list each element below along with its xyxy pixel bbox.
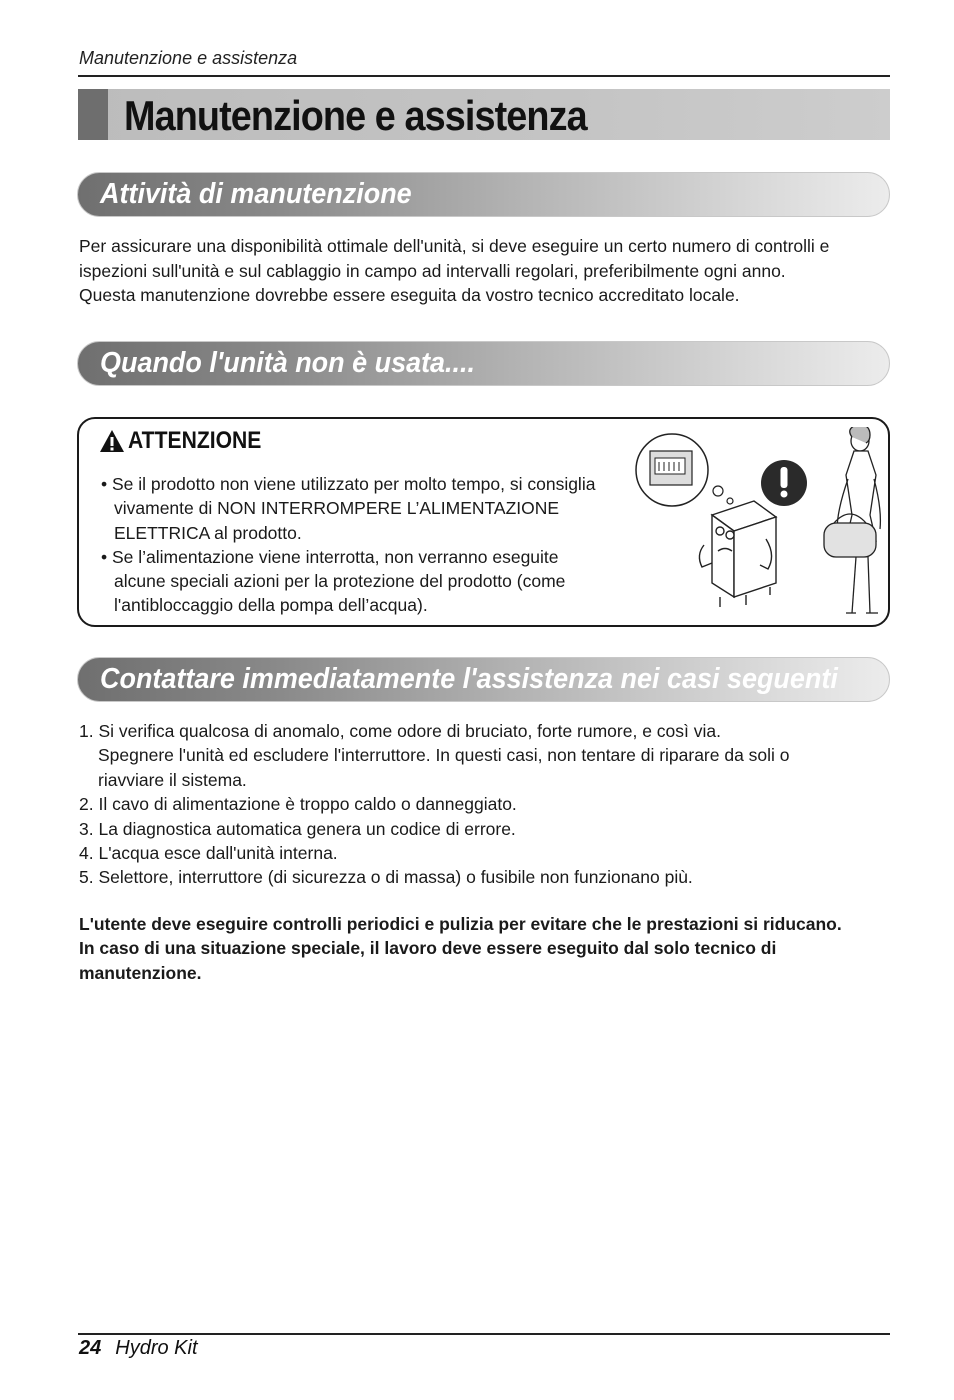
paragraph-line: ispezioni sull'unità e sul cablaggio in campo ad intervalli regolari, preferibilmente ogni anno.	[79, 260, 786, 281]
note-line: manutenzione.	[79, 962, 202, 983]
warning-triangle-icon	[99, 429, 125, 453]
bullet-line: alcune speciali azioni per la protezione del prodotto (come	[114, 571, 566, 592]
symptom-list	[79, 719, 790, 890]
caution-bullet	[101, 545, 621, 618]
caution-bullet	[101, 472, 621, 545]
list-item: 4. L'acqua esce dall'unità interna.	[79, 843, 338, 864]
paragraph-line: Per assicurare una disponibilità ottimale dell'unità, si deve eseguire un certo numero di controlli e	[79, 236, 830, 256]
caution-illustration	[634, 427, 884, 623]
list-item-continuation: riavviare il sistema.	[98, 769, 247, 790]
caution-heading	[99, 427, 280, 455]
title-accent	[78, 89, 108, 140]
indoor-unit-cartoon-icon	[699, 501, 776, 607]
section-title-not-used: Quando l'unità non è usata....	[100, 347, 476, 379]
page-title: Manutenzione e assistenza	[124, 92, 587, 139]
control-panel-icon	[636, 434, 733, 506]
section-title-contact: Contattare immediatamente l'assistenza nei casi seguenti	[100, 663, 838, 695]
section-header-maintenance	[77, 172, 890, 217]
list-item-continuation: Spegnere l'unità ed escludere l'interruttore. In questi casi, non tentare di riparare da soli o	[98, 745, 790, 766]
bullet-line: • Se il prodotto non viene utilizzato per molto tempo, si consiglia	[101, 474, 596, 494]
woman-with-bag-icon	[824, 427, 880, 613]
list-item: 5. Selettore, interruttore (di sicurezza o di massa) o fusibile non funzionano più.	[79, 867, 693, 888]
page-title-bar	[78, 89, 890, 140]
bold-note	[79, 912, 889, 985]
list-item: 1. Si verifica qualcosa di anomalo, come odore di bruciato, forte rumore, e così via.	[79, 721, 721, 741]
maintenance-paragraph	[79, 234, 829, 308]
caution-list	[101, 472, 621, 618]
bullet-line: ELETTRICA al prodotto.	[114, 522, 302, 543]
section-header-contact	[77, 657, 890, 702]
page-number: 24	[79, 1337, 102, 1359]
note-line: In caso di una situazione speciale, il lavoro deve essere eseguito dal solo tecnico di	[79, 938, 777, 959]
list-item: 3. La diagnostica automatica genera un codice di errore.	[79, 818, 516, 839]
section-header-not-used	[77, 341, 890, 386]
bullet-line: • Se l’alimentazione viene interrotta, non verranno eseguite	[101, 546, 559, 567]
footer-product: Hydro Kit	[115, 1337, 198, 1359]
bullet-line: vivamente di NON INTERROMPERE L’ALIMENTAZIONE	[114, 498, 560, 519]
paragraph-line: Questa manutenzione dovrebbe essere eseguita da vostro tecnico accreditato locale.	[79, 285, 740, 305]
running-header: Manutenzione e assistenza	[79, 48, 298, 68]
footer-rule	[78, 1333, 890, 1335]
bullet-line: l'antibloccaggio della pompa dell’acqua).	[114, 595, 428, 616]
page-footer	[79, 1337, 198, 1360]
caution-box	[77, 417, 890, 627]
caution-label: ATTENZIONE	[128, 427, 262, 454]
note-line: L'utente deve eseguire controlli periodici e pulizia per evitare che le prestazioni si riducano.	[79, 914, 842, 934]
section-title-maintenance: Attività di manutenzione	[100, 178, 412, 210]
exclamation-icon	[761, 460, 807, 506]
header-rule	[78, 75, 890, 77]
list-item: 2. Il cavo di alimentazione è troppo caldo o danneggiato.	[79, 794, 517, 815]
